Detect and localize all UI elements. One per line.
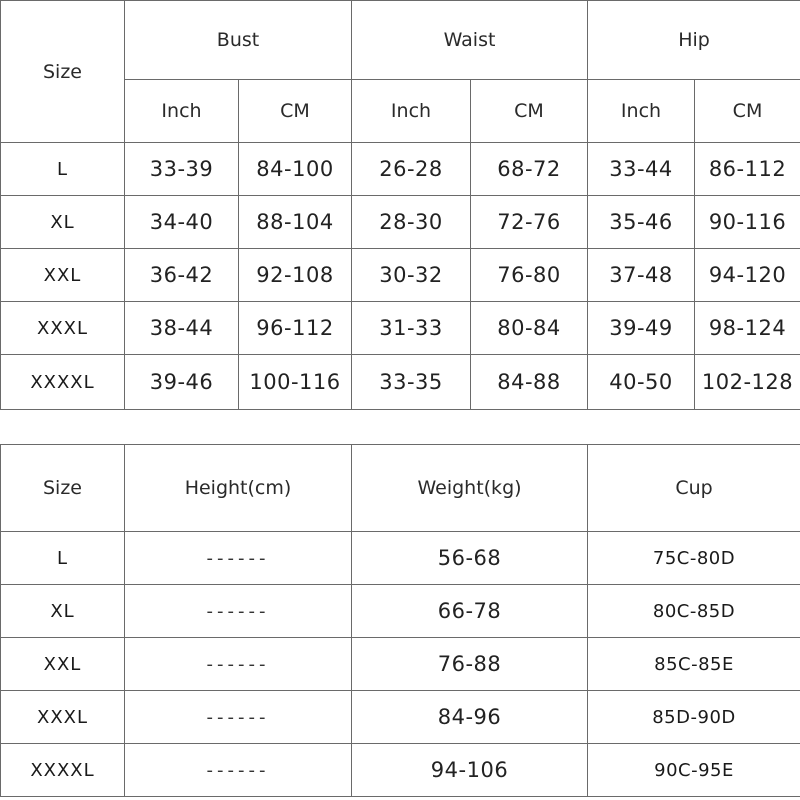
size-cell: XXL: [1, 638, 125, 691]
hip-cm-cell: 98-124: [695, 302, 800, 355]
size-header: Size: [1, 445, 125, 532]
weight-cell: 84-96: [352, 691, 588, 744]
cup-cell: 85D-90D: [588, 691, 800, 744]
weight-header: Weight(kg): [352, 445, 588, 532]
bust-header: Bust: [125, 1, 352, 80]
bust-inch-cell: 38-44: [125, 302, 239, 355]
weight-cell: 66-78: [352, 585, 588, 638]
bust-inch-cell: 36-42: [125, 249, 239, 302]
table-row: [1, 585, 800, 638]
waist-inch-cell: 31-33: [352, 302, 471, 355]
bust-cm-cell: 84-100: [239, 143, 352, 196]
size-cell: XL: [1, 196, 125, 249]
weight-cell: 56-68: [352, 532, 588, 585]
height-cell: ------: [125, 532, 352, 585]
height-header: Height(cm): [125, 445, 352, 532]
table-row: [1, 355, 800, 410]
bust-cm-cell: 96-112: [239, 302, 352, 355]
cup-cell: 80C-85D: [588, 585, 800, 638]
bust-cm-cell: 92-108: [239, 249, 352, 302]
table-row: [1, 249, 800, 302]
hip-cm-cell: 86-112: [695, 143, 800, 196]
hip-inch-cell: 33-44: [588, 143, 695, 196]
table-row: [1, 532, 800, 585]
size-cell: XXXL: [1, 302, 125, 355]
bust-inch-header: Inch: [125, 80, 239, 143]
waist-inch-cell: 26-28: [352, 143, 471, 196]
table-row: [1, 691, 800, 744]
hip-inch-header: Inch: [588, 80, 695, 143]
cup-cell: 85C-85E: [588, 638, 800, 691]
table-row: [1, 638, 800, 691]
waist-inch-cell: 33-35: [352, 355, 471, 410]
bust-inch-cell: 33-39: [125, 143, 239, 196]
group-header-row: [1, 1, 800, 80]
size-cell: L: [1, 143, 125, 196]
bust-inch-cell: 39-46: [125, 355, 239, 410]
size-cell: XXL: [1, 249, 125, 302]
height-cell: ------: [125, 638, 352, 691]
fit-header-row: [1, 445, 800, 532]
waist-inch-header: Inch: [352, 80, 471, 143]
waist-inch-cell: 30-32: [352, 249, 471, 302]
size-header: Size: [1, 1, 125, 143]
hip-inch-cell: 39-49: [588, 302, 695, 355]
hip-cm-cell: 90-116: [695, 196, 800, 249]
size-cell: XXXL: [1, 691, 125, 744]
waist-cm-cell: 76-80: [471, 249, 588, 302]
waist-inch-cell: 28-30: [352, 196, 471, 249]
waist-cm-cell: 80-84: [471, 302, 588, 355]
hip-cm-header: CM: [695, 80, 800, 143]
size-cell: XXXXL: [1, 744, 125, 797]
table-row: [1, 196, 800, 249]
waist-header: Waist: [352, 1, 588, 80]
cup-header: Cup: [588, 445, 800, 532]
waist-cm-cell: 84-88: [471, 355, 588, 410]
height-cell: ------: [125, 691, 352, 744]
table-row: [1, 302, 800, 355]
height-cell: ------: [125, 744, 352, 797]
size-cell: XXXXL: [1, 355, 125, 410]
weight-cell: 94-106: [352, 744, 588, 797]
hip-header: Hip: [588, 1, 800, 80]
bust-cm-cell: 100-116: [239, 355, 352, 410]
bust-inch-cell: 34-40: [125, 196, 239, 249]
cup-cell: 75C-80D: [588, 532, 800, 585]
bust-cm-cell: 88-104: [239, 196, 352, 249]
hip-inch-cell: 40-50: [588, 355, 695, 410]
size-cell: L: [1, 532, 125, 585]
height-cell: ------: [125, 585, 352, 638]
fit-table: [0, 444, 800, 797]
weight-cell: 76-88: [352, 638, 588, 691]
cup-cell: 90C-95E: [588, 744, 800, 797]
waist-cm-cell: 68-72: [471, 143, 588, 196]
table-row: [1, 744, 800, 797]
hip-inch-cell: 35-46: [588, 196, 695, 249]
waist-cm-cell: 72-76: [471, 196, 588, 249]
waist-cm-header: CM: [471, 80, 588, 143]
table-row: [1, 143, 800, 196]
hip-cm-cell: 94-120: [695, 249, 800, 302]
hip-inch-cell: 37-48: [588, 249, 695, 302]
size-cell: XL: [1, 585, 125, 638]
bust-cm-header: CM: [239, 80, 352, 143]
hip-cm-cell: 102-128: [695, 355, 800, 410]
